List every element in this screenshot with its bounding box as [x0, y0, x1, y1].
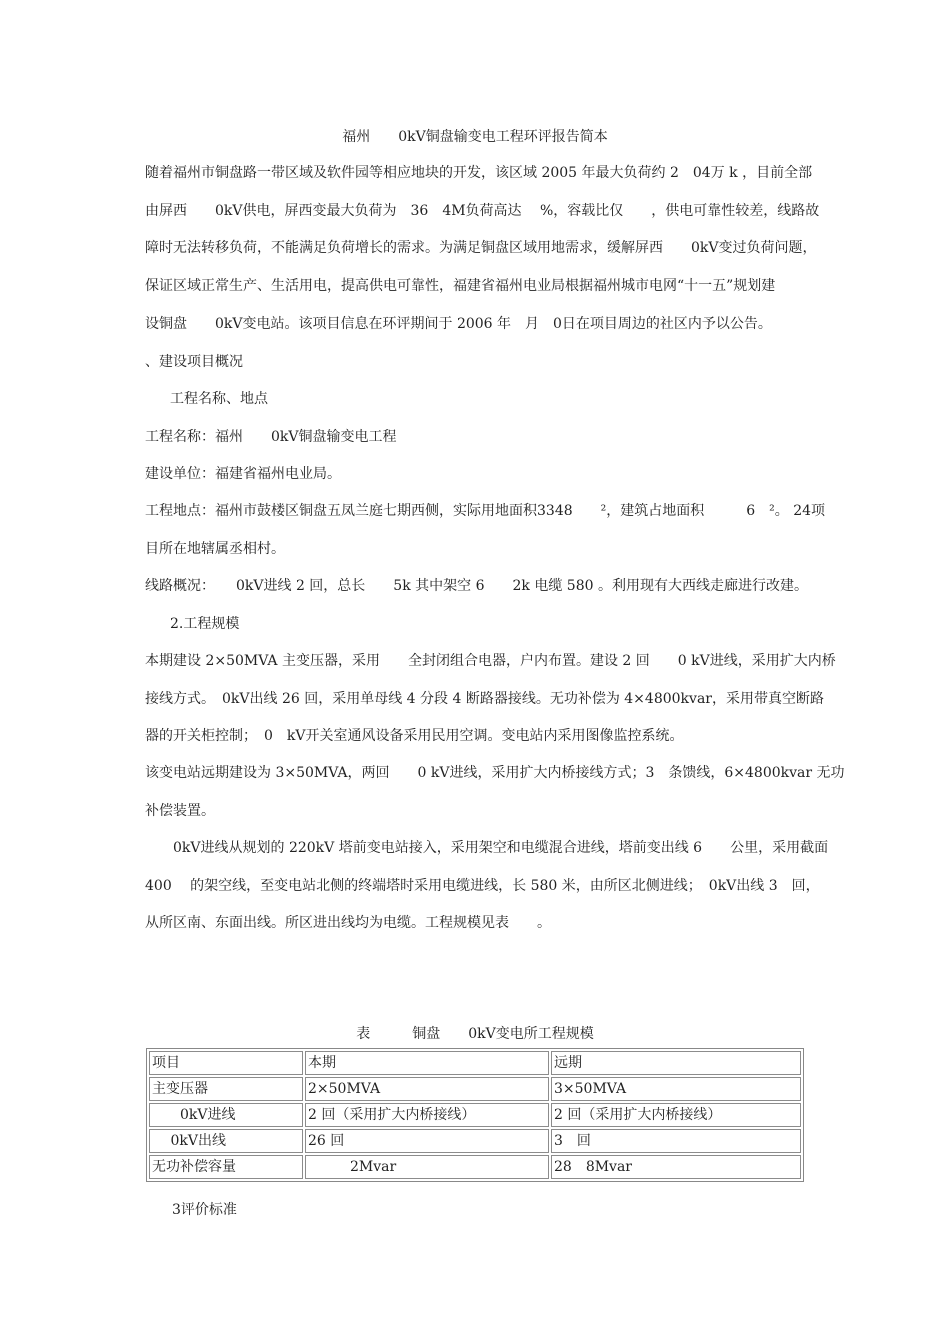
- table-cell: 无功补偿容量: [149, 1155, 303, 1179]
- table-row: [149, 1103, 801, 1127]
- subheading-name-location: 工程名称、地点: [170, 391, 268, 407]
- scale-table: [146, 1048, 804, 1182]
- scale-line-7: 400 的架空线，至变电站北侧的终端塔时采用电缆进线，长 580 米，由所区北侧进线； 0kV出线 3 回，: [145, 878, 820, 894]
- table-cell: 26 回: [305, 1129, 549, 1153]
- scale-line-2: 接线方式。 0kV出线 26 回，采用单母线 4 分段 4 断路器接线。无功补偿为 4×4800kvar，采用带真空断路: [145, 691, 824, 707]
- intro-line-2: 由屏西 0kV供电，屏西变最大负荷为 36 4M负荷高达 %，容载比仅 ，供电可靠性较差，线路故: [145, 203, 820, 219]
- table-cell: 3×50MVA: [551, 1077, 801, 1101]
- section-heading-overview: 、建设项目概况: [145, 354, 243, 370]
- subheading-scale: 2.工程规模: [170, 616, 240, 632]
- table-cell: 3 回: [551, 1129, 801, 1153]
- table-caption: 表 铜盘 0kV变电所工程规模: [356, 1026, 594, 1042]
- intro-line-4: 保证区域正常生产、生活用电，提高供电可靠性，福建省福州电业局根据福州城市电网“十一五”规划建: [145, 278, 776, 294]
- table-cell: 2Mvar: [305, 1155, 549, 1179]
- scale-line-3: 器的开关柜控制； 0 kV开关室通风设备采用民用空调。变电站内采用图像监控系统。: [145, 728, 684, 744]
- intro-line-1: 随着福州市铜盘路一带区域及软件园等相应地块的开发，该区域 2005 年最大负荷约 2 04万 k ，目前全部: [145, 165, 813, 181]
- table-cell: 0kV出线: [149, 1129, 303, 1153]
- table-cell: 28 8Mvar: [551, 1155, 801, 1179]
- scale-line-5: 补偿装置。: [145, 803, 215, 819]
- info-project-name: 工程名称：福州 0kV铜盘输变电工程: [145, 429, 397, 445]
- scale-line-1: 本期建设 2×50MVA 主变压器，采用 全封闭组合电器，户内布置。建设 2 回 0 kV进线，采用扩大内桥: [145, 653, 836, 669]
- table-cell: 2×50MVA: [305, 1077, 549, 1101]
- scale-line-6: 0kV进线从规划的 220kV 塔前变电站接入，采用架空和电缆混合进线，塔前变出线 6 公里，采用截面: [145, 840, 829, 856]
- info-lines: 线路概况： 0kV进线 2 回，总长 5k 其中架空 6 2k 电缆 580 。利用现有大西线走廊进行改建。: [145, 578, 808, 594]
- table-header-row: [149, 1051, 801, 1075]
- table-header-cell: 项目: [149, 1051, 303, 1075]
- table-row: [149, 1129, 801, 1153]
- scale-line-4: 该变电站远期建设为 3×50MVA，两回 0 kV进线，采用扩大内桥接线方式；3 条馈线，6×4800kvar 无功: [145, 765, 845, 781]
- info-builder: 建设单位：福建省福州电业局。: [145, 466, 341, 482]
- table-header-cell: 远期: [551, 1051, 801, 1075]
- table-row: [149, 1155, 801, 1179]
- table-cell: 2 回（采用扩大内桥接线）: [551, 1103, 801, 1127]
- table-row: [149, 1077, 801, 1101]
- intro-line-3: 障时无法转移负荷，不能满足负荷增长的需求。为满足铜盘区域用地需求，缓解屏西 0kV变过负荷问题，: [145, 240, 817, 256]
- info-location-cont: 目所在地辖属丞相村。: [145, 541, 285, 557]
- subheading-standards: 3评价标准: [172, 1202, 237, 1218]
- intro-line-5: 设铜盘 0kV变电站。该项目信息在环评期间于 2006 年 月 0日在项目周边的社区内予以公告。: [145, 316, 772, 332]
- scale-line-8: 从所区南、东面出线。所区进出线均为电缆。工程规模见表 。: [145, 915, 551, 931]
- table-header-cell: 本期: [305, 1051, 549, 1075]
- table-cell: 2 回（采用扩大内桥接线）: [305, 1103, 549, 1127]
- document-title: 福州 0kV铜盘输变电工程环评报告简本: [342, 129, 608, 145]
- table-cell: 主变压器: [149, 1077, 303, 1101]
- table-cell: 0kV进线: [149, 1103, 303, 1127]
- info-location: 工程地点：福州市鼓楼区铜盘五凤兰庭七期西侧，实际用地面积3348 ²，建筑占地面积 6 ²。 24项: [145, 503, 826, 519]
